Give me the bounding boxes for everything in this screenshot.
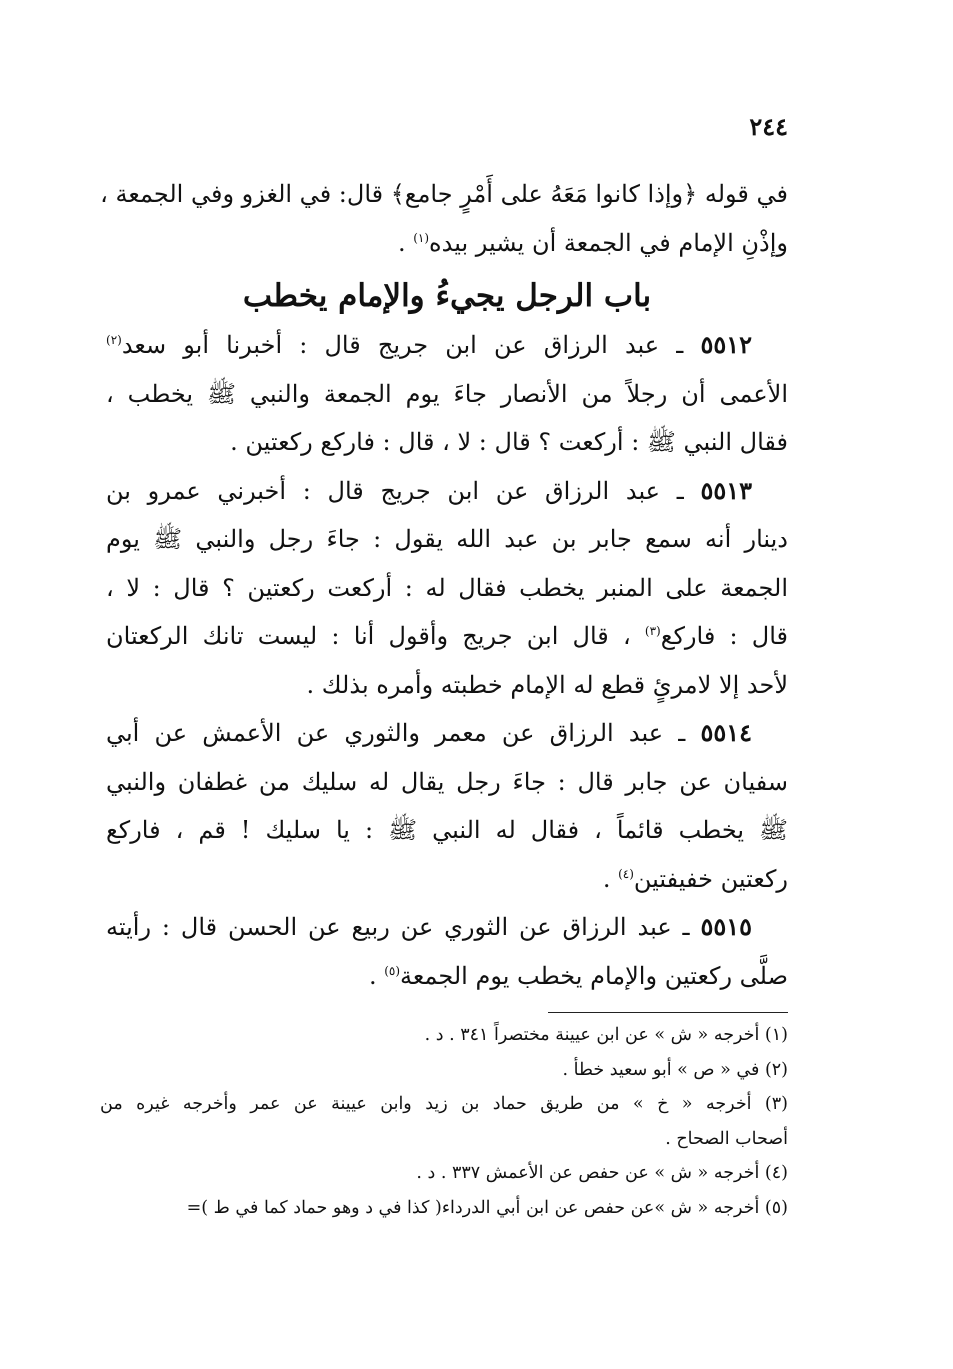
hadith-5514-line-2: سفيان عن جابر قال : جاءَ رجل يقال له سليك من غطفان والنبي bbox=[106, 767, 788, 796]
hadith-5512-line-2: الأعمى أن رجلاً من الأنصار جاءَ يوم الجمعة والنبي ﷺ يخطب ، bbox=[106, 379, 788, 408]
footnote-1: (١) أخرجه « ش » عن ابن عيينة مختصراً ٣٤١ . د . bbox=[424, 1025, 788, 1045]
chapter-heading: باب الرجل يجيءُ والإمام يخطب bbox=[242, 278, 652, 314]
hadith-number: ٥٥١٣ bbox=[700, 475, 752, 505]
hadith-number: ٥٥١٤ bbox=[700, 718, 752, 747]
footnote-ref-2[interactable]: (٢) bbox=[106, 333, 122, 347]
page-number: ٢٤٤ bbox=[749, 112, 788, 141]
main-text bbox=[100, 170, 788, 1000]
hadith-5513-line-3: الجمعة على المنبر يخطب فقال له : أركعت ركعتين ؟ قال : لا ، bbox=[106, 573, 788, 602]
footnote-ref-5[interactable]: (٥) bbox=[384, 963, 401, 978]
footnote-3-continued: أصحاب الصحاح . bbox=[665, 1128, 788, 1149]
footnote-ref-3[interactable]: (٣) bbox=[644, 624, 661, 638]
footnotes bbox=[100, 1018, 788, 1225]
footnote-2: (٢) في « ص » أبو سعيد خطأ . bbox=[562, 1059, 788, 1080]
footnote-5: (٥) أخرجه « ش »عن حفص عن ابن أبي الدرداء( كذا في د وهو حماد كما في ط )= bbox=[186, 1197, 788, 1218]
footnote-ref-1[interactable]: (١) bbox=[413, 230, 430, 245]
hadith-number: ٥٥١٢ bbox=[700, 330, 752, 359]
hadith-5515-line-2: صلَّى ركعتين والإمام يخطب يوم الجمعة$^{(٥)}$ . bbox=[368, 961, 788, 990]
hadith-5512-line-3: فقال النبي ﷺ : أركعت ؟ قال : لا ، قال : فاركع ركعتين . bbox=[230, 428, 788, 456]
intro-line-2: وإذْنِ الإمام في الجمعة أن يشير بيده$^{(١)}$ . bbox=[397, 228, 788, 257]
footnote-ref-4[interactable]: (٤) bbox=[618, 866, 634, 881]
hadith-5514-line-3: ﷺ يخطب قائماً ، فقال له النبي ﷺ : يا سليك ! قم ، فاركع bbox=[106, 816, 788, 844]
hadith-5514-line-1: ٥٥١٤ ـ عبد الرزاق عن معمر والثوري عن الأعمش عن أبي bbox=[106, 718, 752, 747]
hadith-5512-line-1: ٥٥١٢ ـ عبد الرزاق عن ابن جريج قال : أخبرنا أبو سعد$^{(٢)}$ bbox=[106, 330, 752, 359]
hadith-5514-line-4: ركعتين خفيفتين$^{(٤)}$ . bbox=[602, 864, 788, 893]
hadith-5513-line-2: دينار أنه سمع جابر بن عبد الله يقول : جاءَ رجل والنبي ﷺ يوم bbox=[106, 525, 788, 553]
hadith-number: ٥٥١٥ bbox=[700, 912, 752, 941]
intro-line-1: في قوله ﴿وإذا كانوا مَعَهُ على أَمْرٍ جامع﴾ قال: في الغزو وفي الجمعة ، bbox=[100, 180, 788, 208]
hadith-5513-line-4: قال : فاركع$^{(٣)}$ ، قال ابن جريج وأقول أنا : ليست تانك الركعتان bbox=[106, 622, 788, 650]
footnote-4: (٤) أخرجه « ش » عن حفص عن الأعمش ٣٣٧ . د . bbox=[416, 1163, 788, 1183]
hadith-5515-line-1: ٥٥١٥ ـ عبد الرزاق عن الثوري عن ربيع عن الحسن قال : رأيته bbox=[106, 912, 752, 941]
hadith-5513-line-1: ٥٥١٣ ـ عبد الرزاق عن ابن جريج قال : أخبرني عمرو بن bbox=[106, 475, 752, 505]
footnote-3: (٣) أخرجه « خ » من طريق حماد بن زيد وابن عيينة عن عمر وأخرجه غيره من bbox=[100, 1094, 788, 1114]
hadith-5513-line-5: لأحد إلا لامرئٍ قطع له الإمام خطبته وأمره بذلك . bbox=[306, 670, 788, 699]
footnote-divider bbox=[548, 1012, 788, 1013]
